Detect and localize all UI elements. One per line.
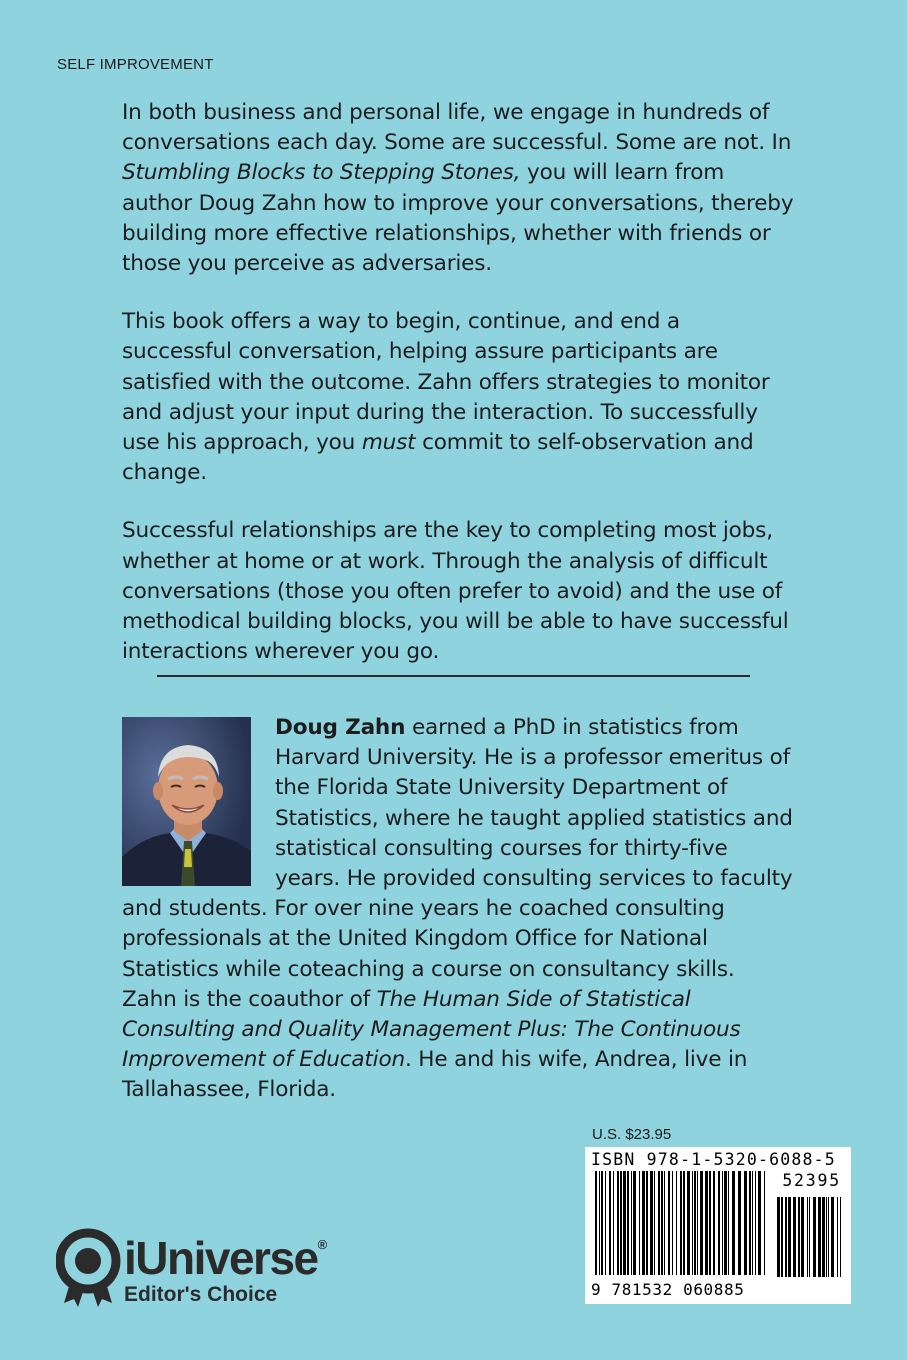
barcode-bar [788,1197,791,1277]
barcode-bar [744,1171,747,1275]
barcode-bar [623,1171,626,1275]
barcode-bar [668,1171,670,1275]
barcode-bar [639,1171,640,1275]
isbn-text: ISBN 978-1-5320-6088-5 [591,1150,836,1169]
isbn-barcode [585,1147,851,1304]
barcode-bar [728,1171,729,1275]
barcode-bar [752,1171,753,1275]
barcode-bar [694,1171,696,1275]
barcode-bar [709,1171,711,1275]
barcode-bar [627,1171,629,1275]
barcode-bar [697,1171,698,1275]
barcode-bar [692,1171,693,1275]
barcode-bar [738,1171,741,1275]
barcode-bar [601,1171,603,1275]
author-name: Doug Zahn [275,715,406,740]
barcode-bar [809,1197,810,1277]
barcode-bar [732,1171,735,1275]
barcode-bar [633,1171,636,1275]
barcode-bar [718,1171,720,1275]
blurb-paragraph-3: Successful relationships are the key to completing most jobs, whether at home or at work. Through the analysis of difficult conversations (those you often prefer to avoid) and the use of methodical building blocks, you will be able to have successful interactions wherever you go. [122,518,789,665]
ean-number: 9 781532 060885 [591,1280,745,1299]
barcode-bar [722,1171,723,1275]
blurb-p2-emphasis: must [361,430,416,456]
back-cover-blurb [122,98,794,695]
blurb-paragraph-1 [122,98,794,279]
barcode-bar [683,1171,685,1275]
barcode-bar [654,1171,655,1275]
price-label: U.S. $23.95 [592,1126,672,1143]
barcode-bar [837,1197,838,1277]
barcode-bar [599,1171,600,1275]
barcode-bar [646,1171,648,1275]
barcode-bar [613,1171,614,1275]
barcode-bar [749,1171,751,1275]
barcode-bar [609,1171,611,1275]
barcode-bar [826,1197,827,1277]
barcode-bar [700,1171,703,1275]
book-title: Stumbling Blocks to Stepping Stones, [122,160,521,186]
barcode-bar [777,1197,780,1277]
editors-choice-label: Editor's Choice [124,1283,278,1306]
blurb-p2-text-a: This book offers a way to begin, continue, and end a successful conversation, helping assure participants are satisfied with the outcome. Zahn offers strategies to monitor and adjust your input during the interaction. To successfully use his approach, you [122,309,770,456]
barcode-bar [605,1171,606,1275]
publisher-logo [56,1227,366,1327]
barcode-bar [831,1197,834,1277]
barcode-bar [664,1171,665,1275]
barcode-bar [620,1171,622,1275]
barcode-bar [755,1171,756,1275]
blurb-paragraph-2 [122,307,794,488]
blurb-p2-text-b: commit to self-observation and change. [122,430,754,486]
barcode-bar [798,1197,800,1277]
blurb-p1-text-b: you will learn from author Doug Zahn how to improve your conversations, thereby building more effective relationships, whether with friends or those you perceive as adversaries. [122,160,794,277]
price-code-text: 52395 [782,1171,841,1190]
barcode-bar [631,1171,632,1275]
barcode-bar [793,1197,796,1277]
bio-text-a: earned a PhD in statistics from Harvard University. He is a professor emeritus of the Florida State University Department of Statistics, where he taught applied statistics and statistical consulting courses for thirty-five years. He provided consulting services to faculty and students. For over nine years he coached consulting professionals at the United Kingdom Office for National Statistics while coteaching a course on consultancy skills. Zahn is the coauthor of [122,715,793,1012]
barcode-bar [595,1171,597,1275]
barcode-bar [724,1171,727,1275]
badge-icon [56,1227,126,1307]
barcode-bar [781,1197,783,1277]
bio-text-b: . He and his wife, Andrea, live in Tallahassee, Florida. [122,1047,748,1103]
barcode-bar [642,1171,645,1275]
coauthored-titles: The Human Side of Statistical Consulting and Quality Management Plus: The Continuous Improvement of Education [122,986,741,1073]
author-photo [122,717,251,886]
barcode-bar [705,1171,708,1275]
barcode-bar [807,1197,808,1277]
barcode-bar [828,1197,829,1277]
barcode-bar [672,1171,673,1275]
blurb-p1-text-a: In both business and personal life, we engage in hundreds of conversations each day. Some are successful. Some are not. In [122,100,792,156]
barcode-bar [822,1197,825,1277]
barcode-bar [758,1171,761,1275]
barcode-bar [840,1197,841,1277]
barcode-bar [687,1171,690,1275]
author-bio [122,713,794,1106]
section-divider [157,675,750,677]
barcode-bar [617,1171,619,1275]
brand-name [124,1231,327,1285]
barcode-bar [661,1171,663,1275]
barcode-bar [764,1171,765,1275]
barcode-bar [801,1197,804,1277]
category-label: SELF IMPROVEMENT [57,56,214,73]
barcode-bar [680,1171,682,1275]
brand-wordmark: iUniverse [124,1232,318,1284]
barcode-bar [813,1197,816,1277]
barcode-bar [713,1171,715,1275]
barcode-bar [658,1171,660,1275]
registered-mark: ® [317,1237,328,1252]
barcode-bar [650,1171,653,1275]
barcode-bar [818,1197,821,1277]
barcode-bar [785,1197,787,1277]
barcode-bar [676,1171,677,1275]
